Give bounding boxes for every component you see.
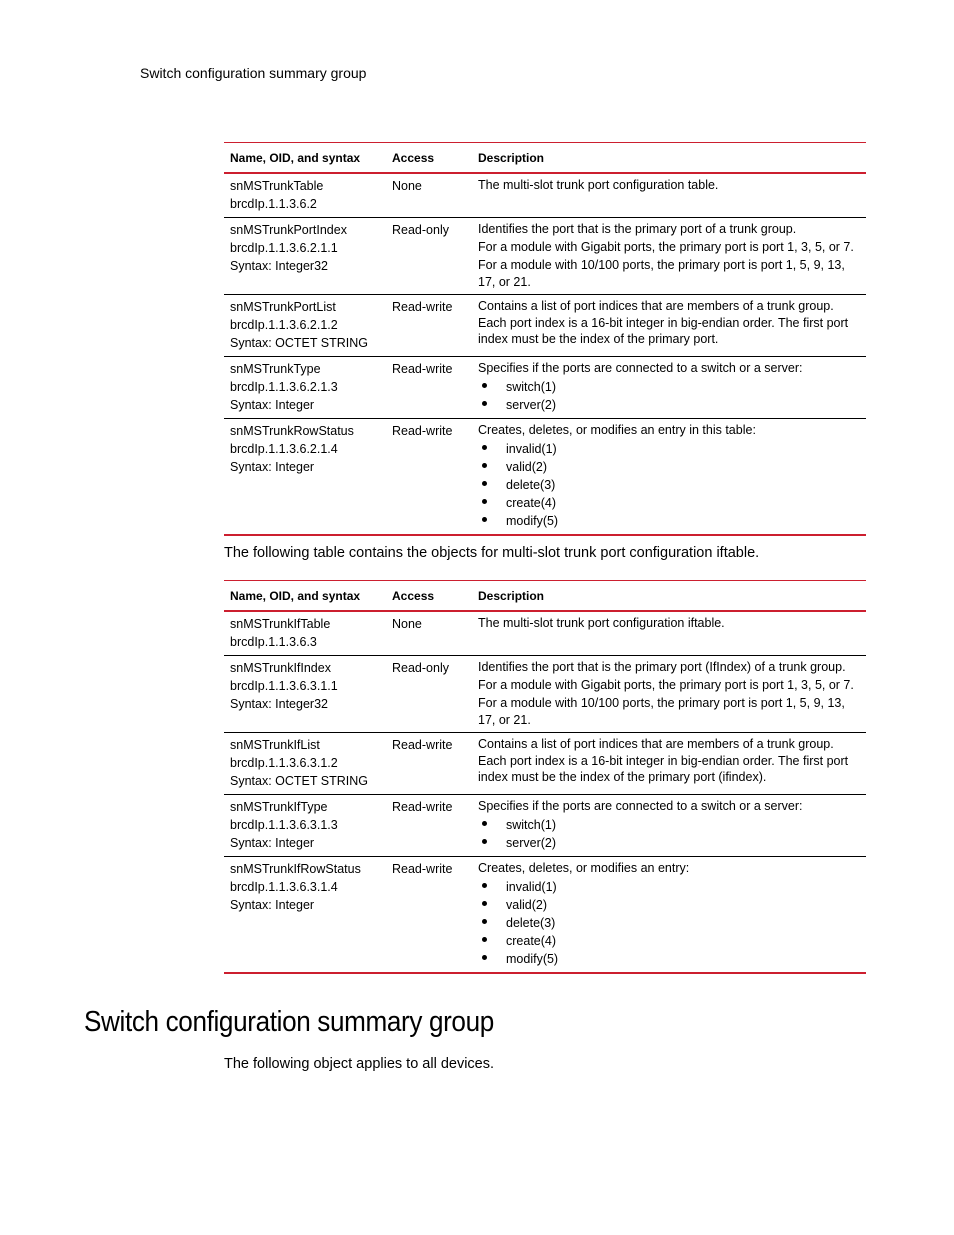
object-name-line: brcdIp.1.1.3.6.2 <box>230 197 317 211</box>
bullet-item: invalid(1) <box>478 440 860 458</box>
description-cell <box>472 218 866 294</box>
table-row <box>224 218 866 295</box>
bullet-item: switch(1) <box>478 816 860 834</box>
access-cell: Read-write <box>392 300 453 314</box>
access-cell: None <box>392 179 422 193</box>
description-cell <box>472 612 866 655</box>
description-cell <box>472 357 866 418</box>
object-name-line: brcdIp.1.1.3.6.3.1.3 <box>230 818 338 832</box>
description-cell <box>472 656 866 732</box>
object-name-line: snMSTrunkIfType <box>230 800 328 814</box>
bullet-item: switch(1) <box>478 378 860 396</box>
object-name-cell <box>224 357 386 418</box>
table-header-row <box>224 143 866 174</box>
bullet-item: modify(5) <box>478 512 860 530</box>
access-cell: Read-write <box>392 738 453 752</box>
description-cell <box>472 174 866 217</box>
trunk-iftable-table <box>224 580 866 974</box>
object-name-cell <box>224 218 386 294</box>
table-row <box>224 733 866 795</box>
access-cell: Read-only <box>392 223 449 237</box>
object-name-line: Syntax: Integer <box>230 398 315 412</box>
trunk-port-table <box>224 142 866 536</box>
object-name-line: brcdIp.1.1.3.6.3.1.1 <box>230 679 338 693</box>
description-text: The multi-slot trunk port configuration iftable. <box>478 616 725 630</box>
table-row <box>224 419 866 534</box>
table-row <box>224 295 866 357</box>
object-name-line: snMSTrunkPortList <box>230 300 336 314</box>
object-name-line: snMSTrunkRowStatus <box>230 424 354 438</box>
object-name-line: brcdIp.1.1.3.6.3.1.4 <box>230 880 338 894</box>
description-cell <box>472 295 866 356</box>
object-name-line: snMSTrunkIfTable <box>230 617 331 631</box>
description-cell <box>472 857 866 972</box>
description-text: Contains a list of port indices that are members of a trunk group. Each port index is a 16-bit integer in big-endian order. The first port index must be the index of the primary port. <box>478 299 849 346</box>
description-text: The multi-slot trunk port configuration table. <box>478 178 719 192</box>
bullet-item: server(2) <box>478 834 860 852</box>
object-name-line: brcdIp.1.1.3.6.2.1.2 <box>230 318 338 332</box>
object-name-line: brcdIp.1.1.3.6.2.1.3 <box>230 380 338 394</box>
description-text: Contains a list of port indices that are members of a trunk group. Each port index is a 16-bit integer in big-endian order. The first port index must be the index of the primary port (ifindex). <box>478 737 849 784</box>
object-name-cell <box>224 656 386 732</box>
object-name-cell <box>224 174 386 217</box>
column-header: Description <box>478 150 545 165</box>
description-text: Identifies the port that is the primary port (IfIndex) of a trunk group. <box>478 660 846 674</box>
object-name-line: brcdIp.1.1.3.6.2.1.1 <box>230 241 338 255</box>
object-name-cell <box>224 857 386 972</box>
bullet-item: invalid(1) <box>478 878 860 896</box>
description-text: For a module with 10/100 ports, the primary port is port 1, 5, 9, 13, 17, or 21. <box>478 258 845 289</box>
table-header-row <box>224 581 866 612</box>
table-row <box>224 612 866 656</box>
table-row <box>224 656 866 733</box>
bullet-item: delete(3) <box>478 914 860 932</box>
object-name-line: snMSTrunkType <box>230 362 321 376</box>
table-row <box>224 857 866 972</box>
access-cell: Read-write <box>392 862 453 876</box>
bullet-item: create(4) <box>478 932 860 950</box>
object-name-line: Syntax: Integer <box>230 898 315 912</box>
object-name-line: snMSTrunkIfRowStatus <box>230 862 361 876</box>
object-name-cell <box>224 295 386 356</box>
object-name-line: snMSTrunkPortIndex <box>230 223 347 237</box>
description-cell <box>472 733 866 794</box>
object-name-line: brcdIp.1.1.3.6.2.1.4 <box>230 442 338 456</box>
description-text: Specifies if the ports are connected to a switch or a server: <box>478 799 803 813</box>
object-name-cell <box>224 419 386 534</box>
column-header: Name, OID, and syntax <box>230 588 361 603</box>
object-name-line: Syntax: Integer <box>230 836 315 850</box>
object-name-line: Syntax: OCTET STRING <box>230 774 368 788</box>
object-name-line: Syntax: Integer32 <box>230 259 328 273</box>
access-cell: Read-write <box>392 424 453 438</box>
object-name-cell <box>224 733 386 794</box>
access-cell: Read-only <box>392 661 449 675</box>
description-cell <box>472 795 866 856</box>
description-text: For a module with Gigabit ports, the primary port is port 1, 3, 5, or 7. <box>478 240 854 254</box>
object-name-line: Syntax: OCTET STRING <box>230 336 368 350</box>
object-name-line: Syntax: Integer32 <box>230 697 328 711</box>
table-row <box>224 357 866 419</box>
table-row <box>224 174 866 218</box>
object-name-cell <box>224 795 386 856</box>
description-text: Creates, deletes, or modifies an entry: <box>478 861 690 875</box>
object-name-line: Syntax: Integer <box>230 460 315 474</box>
column-header: Access <box>392 588 435 603</box>
column-header: Name, OID, and syntax <box>230 150 361 165</box>
section-intro-text: The following object applies to all devices. <box>224 1056 495 1072</box>
description-text: For a module with 10/100 ports, the primary port is port 1, 5, 9, 13, 17, or 21. <box>478 696 845 727</box>
table2-intro-text: The following table contains the objects for multi-slot trunk port configuration iftable. <box>224 545 760 561</box>
bullet-item: modify(5) <box>478 950 860 968</box>
object-name-line: brcdIp.1.1.3.6.3.1.2 <box>230 756 338 770</box>
description-text: Identifies the port that is the primary port of a trunk group. <box>478 222 797 236</box>
object-name-line: brcdIp.1.1.3.6.3 <box>230 635 317 649</box>
description-text: For a module with Gigabit ports, the primary port is port 1, 3, 5, or 7. <box>478 678 854 692</box>
access-cell: Read-write <box>392 362 453 376</box>
bullet-item: server(2) <box>478 396 860 414</box>
bullet-item: delete(3) <box>478 476 860 494</box>
description-cell <box>472 419 866 534</box>
table-row <box>224 795 866 857</box>
object-name-line: snMSTrunkTable <box>230 179 324 193</box>
bullet-item: create(4) <box>478 494 860 512</box>
running-header: Switch configuration summary group <box>140 65 367 81</box>
column-header: Description <box>478 588 545 603</box>
description-text: Specifies if the ports are connected to a switch or a server: <box>478 361 803 375</box>
section-heading: Switch configuration summary group <box>84 1006 494 1038</box>
access-cell: Read-write <box>392 800 453 814</box>
bullet-item: valid(2) <box>478 458 860 476</box>
object-name-line: snMSTrunkIfIndex <box>230 661 331 675</box>
object-name-line: snMSTrunkIfList <box>230 738 320 752</box>
object-name-cell <box>224 612 386 655</box>
bullet-item: valid(2) <box>478 896 860 914</box>
description-text: Creates, deletes, or modifies an entry in this table: <box>478 423 756 437</box>
column-header: Access <box>392 150 435 165</box>
access-cell: None <box>392 617 422 631</box>
